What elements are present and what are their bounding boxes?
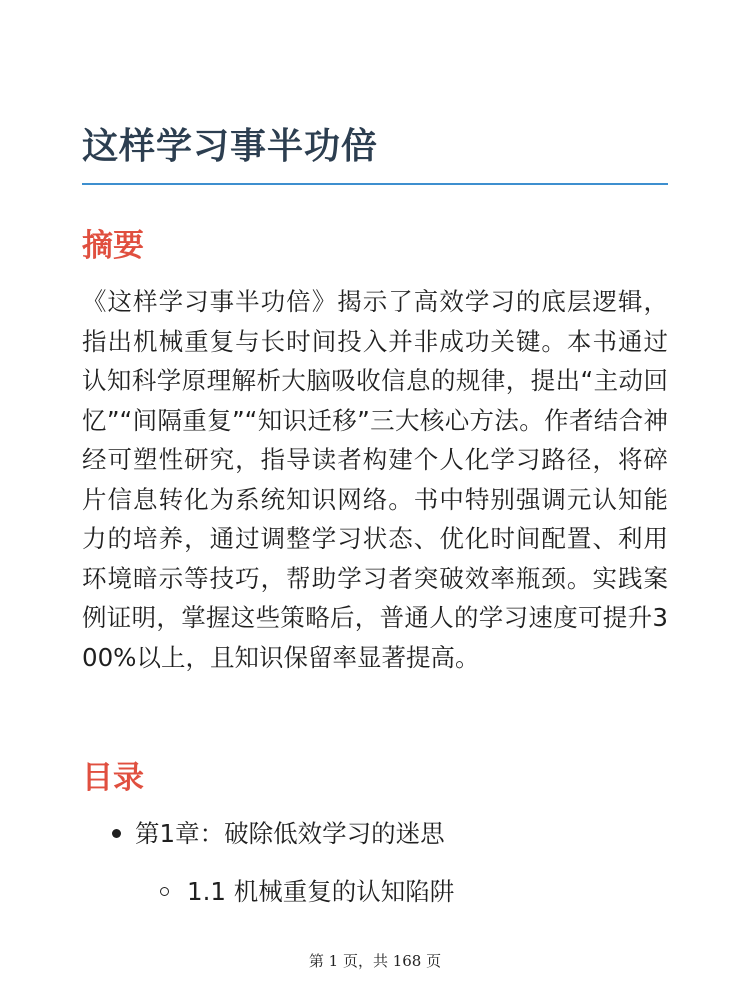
toc-item-section-1-1[interactable]: [160, 876, 454, 908]
abstract-heading: 摘要: [82, 228, 144, 264]
toc-item-label: 第1章：破除低效学习的迷思: [135, 819, 445, 848]
title-divider: [82, 183, 668, 185]
page-number-footer: 第 1 页，共 168 页: [308, 952, 442, 970]
document-title: 这样学习事半功倍: [82, 126, 379, 167]
abstract-text: 《这样学习事半功倍》揭示了高效学习的底层逻辑，指出机械重复与长时间投入并非成功关键。本书通过认知科学原理解析大脑吸收信息的规律，提出“主动回忆”“间隔重复”“知识迁移”三大核心方法。作者结合神经可塑性研究，指导读者构建个人化学习路径，将碎片信息转化为系统知识网络。书中特别强调元认知能力的培养，通过调整学习状态、优化时间配置、利用环境暗示等技巧，帮助学习者突破效率瓶颈。实践案例证明，掌握这些策略后，普通人的学习速度可提升300%以上，且知识保留率显著提高。: [82, 287, 668, 672]
toc-heading: 目录: [82, 760, 144, 796]
bullet-circle-icon: [160, 887, 169, 896]
bullet-disc-icon: [112, 829, 121, 838]
toc-item-label: 1.1 机械重复的认知陷阱: [187, 877, 455, 906]
toc-item-chapter-1[interactable]: [112, 818, 445, 850]
